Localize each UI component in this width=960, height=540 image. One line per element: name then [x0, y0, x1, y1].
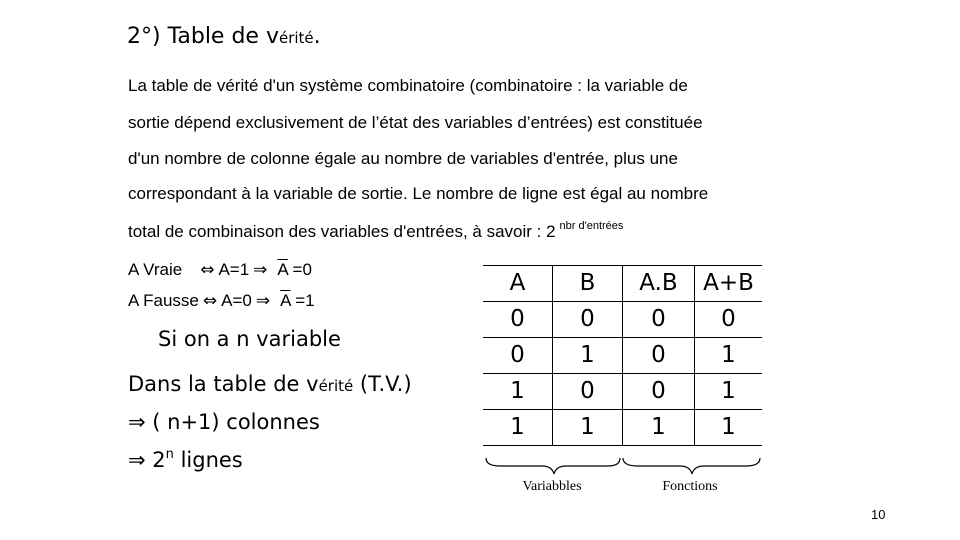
equation-fausse: A Fausse ⇔ A=0 ⇒ $\overline{A} =1$: [128, 291, 315, 311]
variables-brace: [486, 458, 620, 474]
table-row: [483, 410, 762, 446]
table-cell: 0: [695, 302, 763, 338]
table-cell: 0: [623, 374, 695, 410]
header-and: A.B: [623, 266, 695, 302]
implies-symbol: ⇒: [128, 448, 146, 472]
table-cell: 1: [695, 338, 763, 374]
header-a: A: [483, 266, 553, 302]
page-number: 10: [871, 507, 886, 522]
a-bar: $\overline{A}$: [277, 260, 288, 279]
header-b: B: [553, 266, 623, 302]
table-verite-text: Dans la table de vérité (T.V.): [128, 372, 412, 396]
paragraph-line-1: La table de vérité d'un système combinatoire (combinatoire : la variable de: [128, 76, 688, 95]
table-cell: 0: [553, 302, 623, 338]
table-row: [483, 302, 762, 338]
implies-symbol: ⇒: [253, 260, 268, 280]
table-cell: 1: [483, 410, 553, 446]
table-cell: 1: [623, 410, 695, 446]
paragraph-line-4: correspondant à la variable de sortie. Le nombre de ligne est égal au nombre: [128, 184, 709, 203]
paragraph-line-3: d'un nombre de colonne égale au nombre de variables d'entrée, plus une: [128, 149, 678, 168]
table-header-row: [483, 266, 762, 302]
truth-table: [483, 265, 762, 446]
table-cell: 1: [553, 410, 623, 446]
header-or: A+B: [695, 266, 763, 302]
table-cell: 0: [623, 302, 695, 338]
table-cell: 1: [483, 374, 553, 410]
variables-caption: Variabbles: [522, 479, 582, 494]
a-bar: $\overline{A}$: [280, 291, 291, 310]
slide-title: 2°) Table de vérité.: [127, 24, 321, 49]
implies-symbol: ⇒: [128, 410, 146, 434]
table-cell: 0: [623, 338, 695, 374]
equation-vraie: A Vraie ⇔ A=1 ⇒ $\overline{A} =0$: [128, 260, 312, 280]
table-cell: 1: [695, 374, 763, 410]
functions-brace: [623, 458, 760, 474]
rule-lignes: ⇒ 2$^n$ lignes: [128, 447, 243, 472]
functions-caption: Fonctions: [662, 479, 718, 494]
table-cell: 0: [553, 374, 623, 410]
paragraph-line-5: total de combinaison des variables d'entrées, à savoir : 2 $^{nbr d'entrées}$: [128, 220, 624, 241]
table-cell: 0: [483, 302, 553, 338]
rule-colonnes: ⇒ ( n+1) colonnes: [128, 410, 320, 434]
equivalent-symbol: ⇔: [200, 260, 215, 280]
table-row: [483, 338, 762, 374]
grouping-braces: [480, 452, 770, 498]
table-cell: 0: [483, 338, 553, 374]
paragraph-line-2: sortie dépend exclusivement de l’état des variables d’entrées) est constituée: [128, 113, 703, 132]
n-variable-text: Si on a n variable: [158, 327, 341, 351]
equivalent-symbol: ⇔: [202, 291, 218, 311]
table-cell: 1: [553, 338, 623, 374]
exponent-label: nbr d'entrées: [559, 220, 624, 232]
table-row: [483, 374, 762, 410]
implies-symbol: ⇒: [255, 291, 271, 311]
table-cell: 1: [695, 410, 763, 446]
